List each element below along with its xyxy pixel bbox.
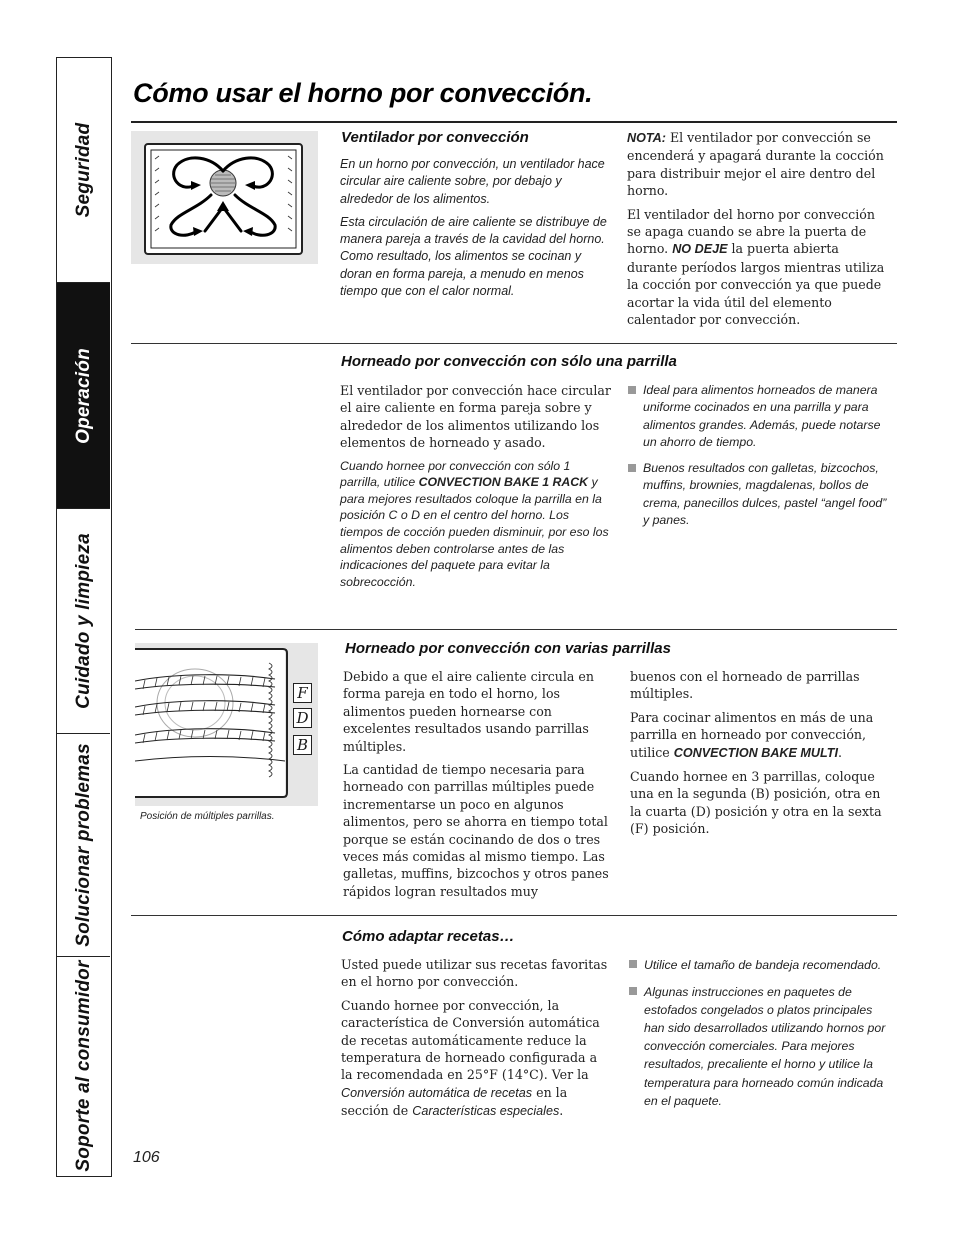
convection-fan-illustration <box>131 131 318 264</box>
list-item: Utilice el tamaño de bandeja recomendado. <box>629 956 895 974</box>
list-item: Ideal para alimentos horneados de manera uniforme cocinados en una parrilla y para alimentos grandes. Además, puede notarse un ahorro de tiempo. <box>628 382 890 451</box>
fan-note <box>627 129 889 334</box>
adapt-bullets <box>629 956 895 1119</box>
list-item: Buenos resultados con galletas, bizcochos, muffins, brownies, magdalenas, bollos de crema, panecillos dulces, pastel “angel food” y panes. <box>628 460 890 529</box>
multi-para-2: La cantidad de tiempo necesaria para horneado con parrillas múltiples puede incrementarse un poco en algunos alimentos, pero se ahorra en tiempo total porque se están cocinando de dos o tres veces más comidas al mismo tiempo. Las galletas, muffins, bizcochos y otros panes rápidos logran resultados muy <box>343 762 609 899</box>
adapt-para-1: Usted puede utilizar sus recetas favoritas en el horno por convección. <box>341 957 608 990</box>
one-rack-bullets <box>628 382 890 538</box>
oven-racks-icon <box>135 643 318 806</box>
fan-para-2: Esta circulación de aire caliente se distribuye de manera pareja a través de la cavidad del horno. Como resultado, los alimentos se cocinan y doran en forma pareja, a menudo en menos tiempo que con el calor normal. <box>340 214 607 299</box>
page-number: 106 <box>133 1149 160 1166</box>
title-rule <box>131 121 897 123</box>
rack-position-f: F <box>293 683 312 703</box>
link-caracteristicas-especiales: Características especiales <box>412 1104 560 1119</box>
bullet-square-icon <box>629 987 637 995</box>
figure-caption: Posición de múltiples parrillas. <box>140 811 275 822</box>
fan-para-1: En un horno por convección, un ventilador hace circular aire caliente sobre, por debajo y alrededor de los alimentos. <box>340 157 605 206</box>
link-conversion-automatica: Conversión automática de recetas <box>341 1085 533 1100</box>
heading-adaptar-recetas: Cómo adaptar recetas… <box>342 928 515 945</box>
multi-para-3: buenos con el horneado de parrillas múltiples. <box>630 669 860 702</box>
multi-para-1: Debido a que el aire caliente circula en forma pareja en todo el horno, los alimentos pueden hornearse con excelentes resultados usando parrillas múltiples. <box>343 669 594 754</box>
adapt-para-2a: Cuando hornee por convección, la característica de Conversión automática de recetas automáticamente reduce la temperatura de horneado configurada a la recomendada en 25°F (14°C). Ver la <box>341 997 600 1083</box>
tab-solucionar-problemas[interactable]: Solucionar problemas <box>57 734 110 957</box>
tab-soporte-al-consumidor[interactable]: Soporte al consumidor <box>72 960 94 1172</box>
section-tabs <box>56 57 112 1177</box>
fan-description <box>340 156 608 306</box>
section-divider <box>131 915 897 916</box>
multi-rack-illustration <box>135 643 318 806</box>
heading-ventilador: Ventilador por convección <box>341 129 529 146</box>
bullet-square-icon <box>628 464 636 472</box>
multi-rack-col-2: buenos con el horneado de parrillas múltiples. Para cocinar alimentos en más de una parrilla en horneado por convección, utilice CONVECTION BAKE MULTI. Cuando hornee en 3 parrillas, coloque una en la segunda (B) posición, otra en la cuarta (D) posición y otra en la sexta (F) posición. <box>630 668 892 844</box>
bullet-square-icon <box>628 386 636 394</box>
section-divider <box>131 343 897 344</box>
note-label: NOTA: <box>627 131 666 145</box>
bullet-square-icon <box>629 960 637 968</box>
tab-seguridad[interactable]: Seguridad <box>57 58 110 283</box>
multi-rack-col-1 <box>343 668 609 906</box>
one-rack-text <box>340 382 612 596</box>
multi-para-4a: Para cocinar alimentos en más de una parrilla en horneado por convección, utilice <box>630 709 874 760</box>
multi-para-5: Cuando hornee en 3 parrillas, coloque una en la segunda (B) posición, otra en la cuarta (D) posición y otra en la sexta (F) posición. <box>630 769 882 837</box>
convection-bake-multi-keyword: CONVECTION BAKE MULTI <box>673 745 838 760</box>
one-rack-note-a: Cuando hornee por convección con sólo 1 parrilla, utilice <box>340 458 571 490</box>
list-item: Algunas instrucciones en paquetes de estofados congelados o platos principales han sido desarrollados utilizando hornos por convección comerciales. Para mejores resultados, precaliente el horno y utilice la temperatura para horneado común indicada en el paquete. <box>629 983 895 1110</box>
heading-varias-parrillas: Horneado por convección con varias parrillas <box>345 640 671 657</box>
one-rack-note-b: y para mejores resultados coloque la parrilla en la posición C o D en el centro del horno. Los tiempos de cocción pueden disminuir, por eso los alimentos deben controlarse antes de las indicaciones del paquete para evitar la sobrecocción. <box>340 475 609 589</box>
page-title: Cómo usar el horno por convección. <box>133 78 593 108</box>
one-rack-para-1: El ventilador por convección hace circular el aire caliente en forma pareja sobre y alrededor de los alimentos utilizando los elementos de horneado y asado. <box>340 383 611 451</box>
fan-para-3a: El ventilador del horno por convección se apaga cuando se abre la puerta de horno. <box>627 206 875 257</box>
no-deje-keyword: NO DEJE <box>672 242 728 257</box>
rack-position-b: B <box>293 735 312 755</box>
convection-bake-1-rack-keyword: CONVECTION BAKE 1 RACK <box>418 475 589 490</box>
tab-operacion[interactable]: Operación <box>57 283 110 509</box>
heading-una-parrilla: Horneado por convección con sólo una parrilla <box>341 353 677 370</box>
oven-airflow-icon <box>131 131 318 264</box>
note-text: El ventilador por convección se encenderá y apagará durante la cocción para distribuir mejor el aire dentro del horno. <box>627 130 884 199</box>
tab-cuidado-y-limpieza[interactable]: Cuidado y limpieza <box>57 509 110 734</box>
adapt-text: Usted puede utilizar sus recetas favoritas en el horno por convección. Cuando hornee por convección, la característica de Conversión automática de recetas automáticamente reduce la temperatura de horneado configurada a la recomendada en 25°F (14°C). Ver la Conversión automática de recetas en la sección de Características especiales. <box>341 957 608 1119</box>
section-divider <box>135 629 897 630</box>
rack-position-d: D <box>293 708 312 728</box>
fan-para-3b: la puerta abierta durante períodos largos mientras utiliza la cocción por convección ya que puede acortar la vida útil del elemento calentador por convección. <box>627 241 885 328</box>
